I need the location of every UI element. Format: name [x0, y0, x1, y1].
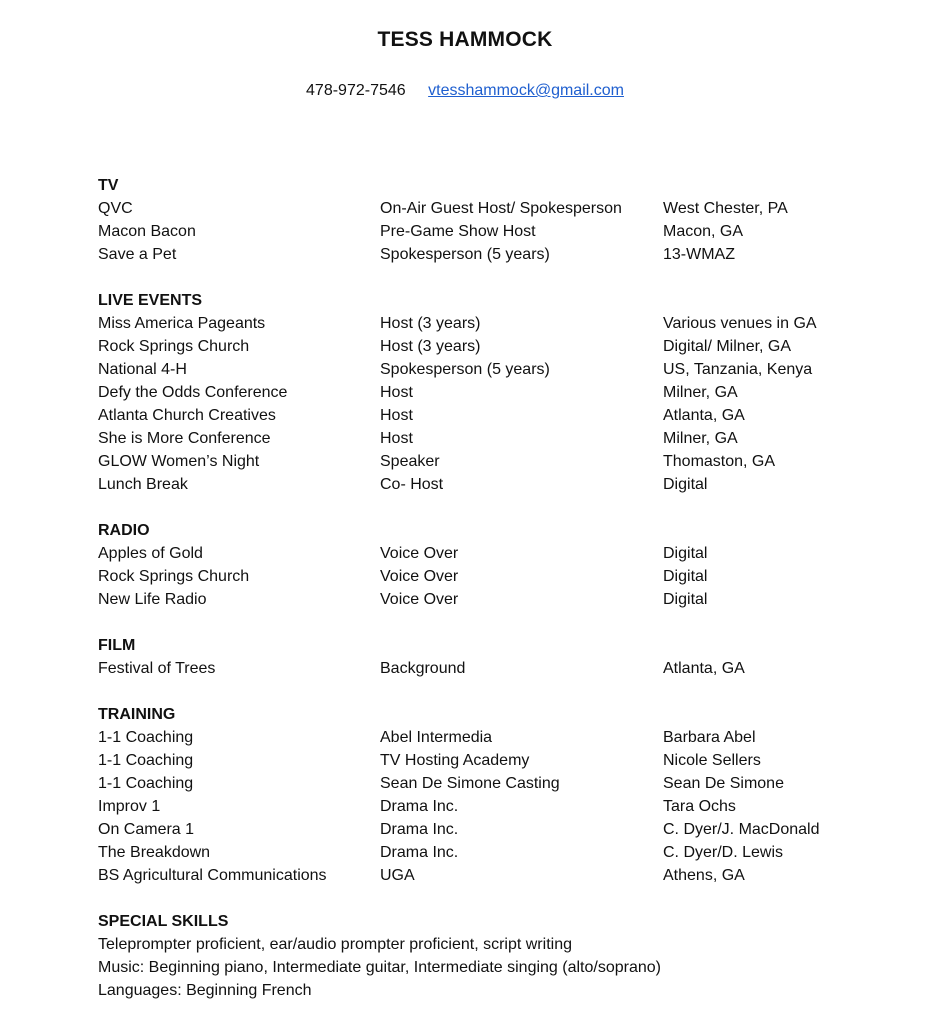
credit-row [98, 312, 898, 335]
credit-role: Host (3 years) [380, 315, 481, 332]
credit-location: Atlanta, GA [663, 407, 745, 424]
credit-row [98, 335, 898, 358]
credit-role: Voice Over [380, 545, 459, 562]
credit-role: Host (3 years) [380, 338, 481, 355]
section-training [98, 703, 898, 887]
credit-role: Voice Over [380, 591, 459, 608]
credit-row [98, 818, 898, 841]
credit-role: Drama Inc. [380, 798, 459, 815]
credit-location: Macon, GA [663, 223, 744, 240]
credit-location: C. Dyer/J. MacDonald [663, 821, 820, 838]
credit-title: Apples of Gold [98, 545, 203, 562]
credit-location: Athens, GA [663, 867, 745, 884]
credit-role: Background [380, 660, 466, 677]
credit-title: BS Agricultural Communications [98, 867, 327, 884]
credit-title: Lunch Break [98, 476, 188, 493]
section-heading: TRAINING [98, 706, 176, 723]
credit-title: 1-1 Coaching [98, 752, 194, 769]
credit-role: Abel Intermedia [380, 729, 493, 746]
credit-role: Voice Over [380, 568, 459, 585]
credit-location: West Chester, PA [663, 200, 788, 217]
credit-row [98, 243, 898, 266]
section-heading: SPECIAL SKILLS [98, 913, 229, 930]
credit-row [98, 358, 898, 381]
credit-location: Digital [663, 568, 708, 585]
credit-location: Thomaston, GA [663, 453, 776, 470]
credit-title: Rock Springs Church [98, 568, 250, 585]
credit-title: Macon Bacon [98, 223, 196, 240]
credit-row [98, 404, 898, 427]
resume-sections [98, 174, 898, 1025]
credit-row [98, 220, 898, 243]
section-heading: FILM [98, 637, 136, 654]
section-heading: LIVE EVENTS [98, 292, 203, 309]
credit-row [98, 772, 898, 795]
credit-row [98, 450, 898, 473]
credit-title: Improv 1 [98, 798, 161, 815]
credit-role: Drama Inc. [380, 821, 459, 838]
section-special-skills [98, 910, 898, 1002]
credit-row [98, 381, 898, 404]
section-heading: RADIO [98, 522, 150, 539]
credit-row [98, 197, 898, 220]
credit-role: On-Air Guest Host/ Spokesperson [380, 200, 622, 217]
credit-role: Pre-Game Show Host [380, 223, 536, 240]
credit-title: 1-1 Coaching [98, 729, 194, 746]
credit-role: Spokesperson (5 years) [380, 361, 550, 378]
credit-location: 13-WMAZ [663, 246, 735, 263]
credit-title: Miss America Pageants [98, 315, 266, 332]
credit-title: Rock Springs Church [98, 338, 250, 355]
credit-row [98, 427, 898, 450]
credit-role: Spokesperson (5 years) [380, 246, 550, 263]
credit-location: Various venues in GA [663, 315, 817, 332]
section-heading: TV [98, 177, 119, 194]
credit-row [98, 841, 898, 864]
section-live-events [98, 289, 898, 496]
credit-row [98, 542, 898, 565]
section-tv [98, 174, 898, 266]
credit-location: Sean De Simone [663, 775, 784, 792]
credit-row [98, 657, 898, 680]
credit-role: TV Hosting Academy [380, 752, 530, 769]
credit-title: New Life Radio [98, 591, 207, 608]
credit-role: Host [380, 407, 413, 424]
credit-location: Digital [663, 545, 708, 562]
credit-location: Tara Ochs [663, 798, 736, 815]
credit-title: GLOW Women’s Night [98, 453, 260, 470]
credit-role: Sean De Simone Casting [380, 775, 560, 792]
credit-title: 1-1 Coaching [98, 775, 194, 792]
credit-row [98, 726, 898, 749]
credit-title: QVC [98, 200, 133, 217]
credit-role: Co- Host [380, 476, 444, 493]
credit-location: Nicole Sellers [663, 752, 761, 769]
credit-row [98, 473, 898, 496]
credit-row [98, 588, 898, 611]
resume-name: TESS HAMMOCK [377, 28, 553, 51]
section-film [98, 634, 898, 680]
credit-title: Defy the Odds Conference [98, 384, 288, 401]
credit-location: Atlanta, GA [663, 660, 745, 677]
credit-location: Barbara Abel [663, 729, 756, 746]
skill-line: Teleprompter proficient, ear/audio prompter proficient, script writing [98, 936, 572, 953]
credit-row [98, 749, 898, 772]
credit-row [98, 864, 898, 887]
email-link[interactable]: vtesshammock@gmail.com [428, 82, 624, 99]
contact-line [0, 82, 930, 100]
credit-role: Speaker [380, 453, 440, 470]
credit-title: Save a Pet [98, 246, 177, 263]
credit-title: National 4-H [98, 361, 187, 378]
credit-location: Digital/ Milner, GA [663, 338, 792, 355]
credit-title: On Camera 1 [98, 821, 195, 838]
credit-location: Milner, GA [663, 384, 738, 401]
credit-title: The Breakdown [98, 844, 211, 861]
skill-line: Music: Beginning piano, Intermediate guitar, Intermediate singing (alto/soprano) [98, 959, 661, 976]
credit-location: US, Tanzania, Kenya [663, 361, 813, 378]
credit-title: Festival of Trees [98, 660, 216, 677]
credit-title: She is More Conference [98, 430, 271, 447]
credit-role: Host [380, 430, 413, 447]
credit-role: UGA [380, 867, 415, 884]
phone-number: 478-972-7546 [306, 82, 406, 99]
credit-role: Drama Inc. [380, 844, 459, 861]
skill-line: Languages: Beginning French [98, 982, 312, 999]
credit-location: Milner, GA [663, 430, 738, 447]
credit-role: Host [380, 384, 413, 401]
credit-row [98, 795, 898, 818]
credit-row [98, 565, 898, 588]
credit-location: Digital [663, 476, 708, 493]
credit-location: Digital [663, 591, 708, 608]
credit-location: C. Dyer/D. Lewis [663, 844, 784, 861]
credit-title: Atlanta Church Creatives [98, 407, 276, 424]
section-radio [98, 519, 898, 611]
